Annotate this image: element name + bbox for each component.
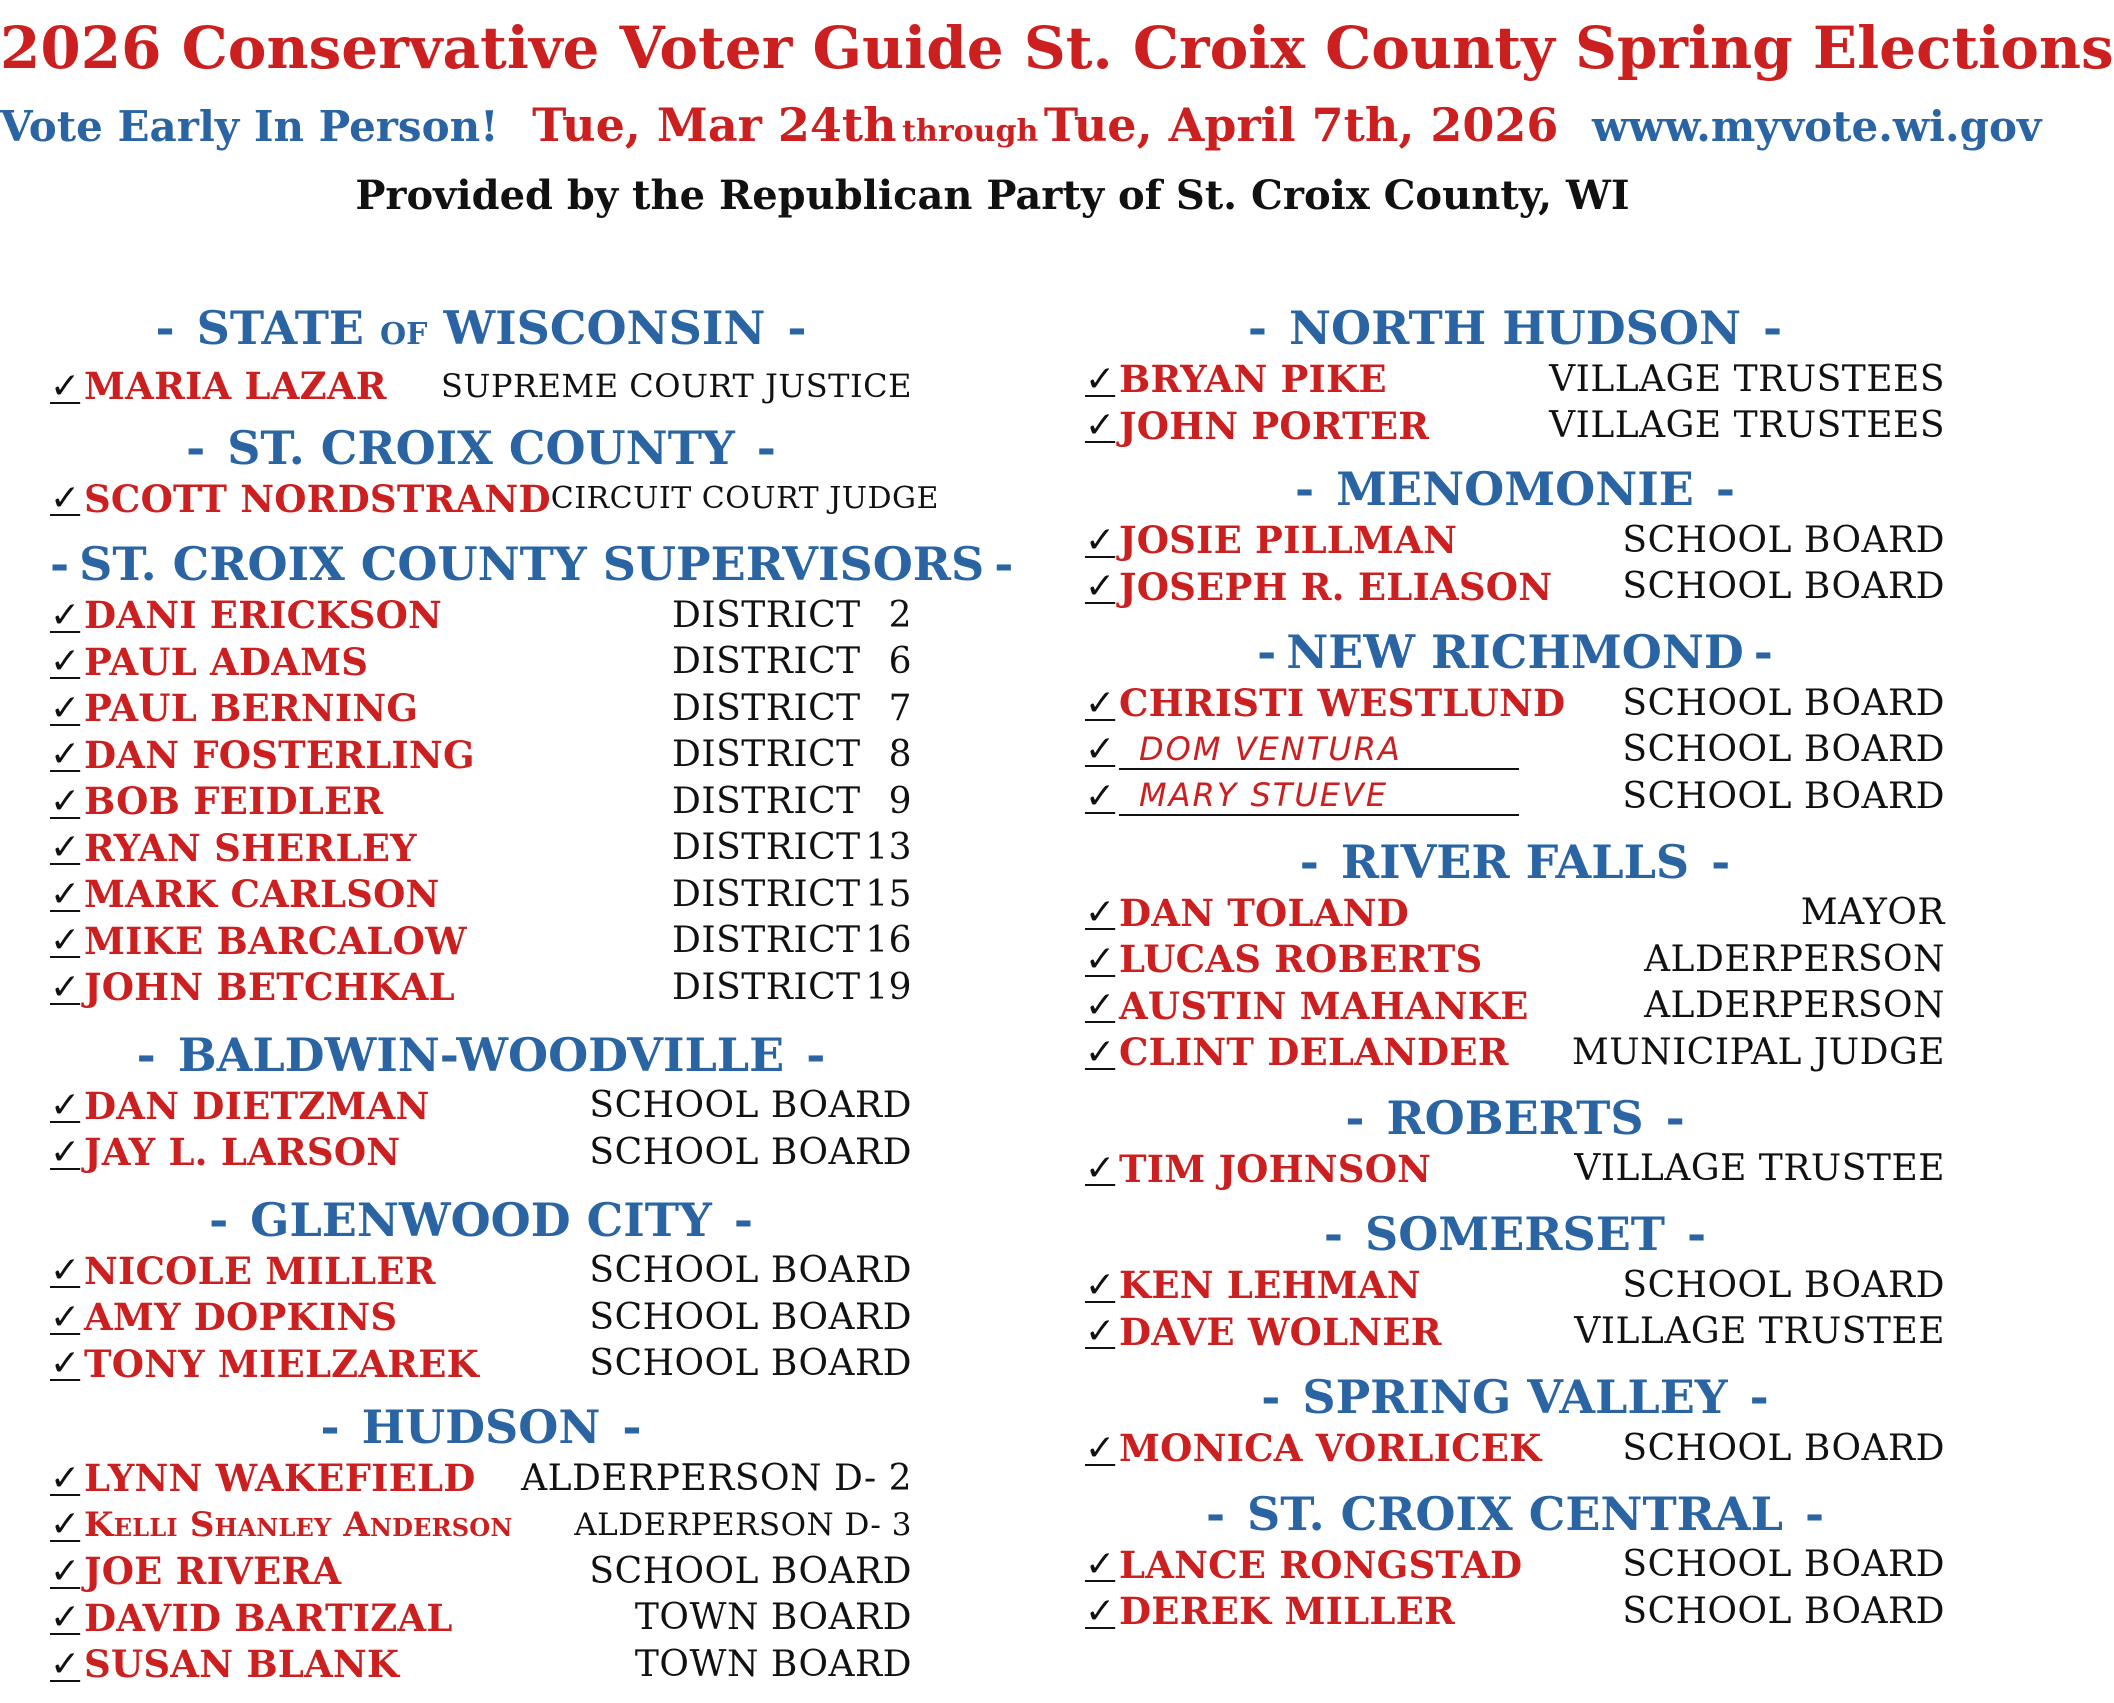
candidate-row xyxy=(1085,983,1945,1030)
office: ALDERPERSON D- 3 xyxy=(574,1506,912,1543)
check-icon: ✓ xyxy=(50,920,81,962)
section-title-text: NORTH HUDSON xyxy=(1288,301,1742,355)
title-dash: - xyxy=(50,537,70,591)
title-dash: - xyxy=(1295,462,1315,516)
check-icon: ✓ xyxy=(50,873,81,915)
section-title-text: ST. CROIX COUNTY xyxy=(227,420,735,475)
section-baldwin-woodville xyxy=(50,1027,912,1176)
section-title-text: BALDWIN-WOODVILLE xyxy=(177,1027,785,1082)
check-icon: ✓ xyxy=(1085,985,1116,1027)
candidate-cell xyxy=(1085,518,1457,562)
title-dash: - xyxy=(1763,301,1783,355)
check-icon: ✓ xyxy=(50,365,81,407)
check-icon: ✓ xyxy=(1085,1264,1116,1306)
candidate-row xyxy=(1085,1588,1945,1635)
candidate-row xyxy=(50,964,912,1011)
candidate-cell xyxy=(1085,565,1552,609)
check-icon: ✓ xyxy=(50,780,81,822)
candidate-row xyxy=(1085,727,1945,774)
candidate-name: JAY L. LARSON xyxy=(84,1130,401,1175)
title-dash: - xyxy=(806,1027,826,1082)
candidate-cell xyxy=(1085,1030,1509,1074)
candidate-row xyxy=(1085,773,1945,820)
office: CIRCUIT COURT JUDGE xyxy=(550,481,939,517)
section-title xyxy=(1085,1206,1945,1262)
title-dash: - xyxy=(622,1400,642,1454)
candidate-name: JOE RIVERA xyxy=(84,1549,342,1594)
vote-early-text: Vote Early In Person! xyxy=(0,102,499,151)
candidate-name: MARK CARLSON xyxy=(84,872,440,917)
title-dash: - xyxy=(1753,625,1773,679)
title-dash: - xyxy=(1715,462,1735,516)
candidate-cell xyxy=(50,733,475,777)
office-part: DISTRICT xyxy=(672,920,861,962)
candidate-cell xyxy=(50,872,440,916)
office: MAYOR xyxy=(1800,892,1945,934)
candidate-row xyxy=(50,639,912,686)
candidate-cell xyxy=(1085,729,1519,770)
candidate-cell xyxy=(1085,1263,1421,1307)
title-dash: - xyxy=(1804,1486,1825,1541)
section-title-text: ST. CROIX COUNTY SUPERVISORS xyxy=(79,537,985,591)
section-title-text: WISCONSIN xyxy=(443,301,766,355)
office: TOWN BOARD xyxy=(634,1643,912,1685)
candidate-name: DAN FOSTERLING xyxy=(84,732,475,777)
check-icon: ✓ xyxy=(1085,1148,1116,1190)
candidate-name: BRYAN PIKE xyxy=(1119,357,1387,402)
section-somerset xyxy=(1085,1206,1945,1355)
candidate-row xyxy=(1085,1309,1945,1356)
check-icon: ✓ xyxy=(1085,892,1116,934)
candidate-name: SUSAN BLANK xyxy=(84,1642,400,1687)
candidate-cell xyxy=(50,826,417,870)
candidate-cell xyxy=(50,640,368,684)
check-icon: ✓ xyxy=(50,734,81,776)
candidate-row xyxy=(50,1083,912,1130)
candidate-name: BOB FEIDLER xyxy=(84,779,384,824)
office: VILLAGE TRUSTEE xyxy=(1574,1148,1945,1190)
title-dash: - xyxy=(186,420,206,475)
candidate-row xyxy=(50,918,912,965)
candidate-row xyxy=(1085,1425,1945,1472)
section-title-text: GLENWOOD CITY xyxy=(250,1192,712,1247)
candidate-cell xyxy=(1085,1426,1542,1470)
check-icon: ✓ xyxy=(1085,1311,1116,1353)
office xyxy=(672,781,912,822)
office-part: 7 xyxy=(888,687,912,729)
candidate-row xyxy=(50,1455,912,1502)
check-icon: ✓ xyxy=(50,1085,81,1127)
check-icon: ✓ xyxy=(1085,729,1116,771)
candidate-name: JOSIE PILLMAN xyxy=(1119,518,1458,563)
check-icon: ✓ xyxy=(1085,682,1116,724)
candidate-cell xyxy=(50,1642,399,1686)
candidate-row xyxy=(1085,936,1945,983)
office: ALDERPERSON D- 2 xyxy=(521,1457,912,1499)
candidate-row xyxy=(50,685,912,732)
candidate-name: DAVID BARTIZAL xyxy=(84,1595,453,1640)
section-title-text: MENOMONIE xyxy=(1336,462,1694,516)
candidate-row xyxy=(50,732,912,779)
candidate-cell xyxy=(1085,776,1519,817)
candidate-name: DAN DIETZMAN xyxy=(84,1083,430,1128)
candidate-cell xyxy=(50,779,383,823)
section-title-text: HUDSON xyxy=(361,1400,601,1454)
office: SCHOOL BOARD xyxy=(1622,775,1945,817)
title-dash: - xyxy=(994,537,1014,591)
check-icon: ✓ xyxy=(50,1296,81,1338)
title-dash: - xyxy=(209,1192,229,1247)
candidate-row xyxy=(1085,1542,1945,1589)
candidate-cell xyxy=(50,1596,453,1640)
check-icon: ✓ xyxy=(1085,775,1116,817)
section-title xyxy=(50,300,912,363)
title-dash: - xyxy=(1711,834,1731,889)
candidate-cell xyxy=(50,686,418,730)
candidate-name: JOHN PORTER xyxy=(1119,403,1430,448)
office: VILLAGE TRUSTEES xyxy=(1549,405,1945,447)
section-title xyxy=(1085,1369,1945,1425)
office: SCHOOL BOARD xyxy=(589,1550,912,1592)
section-title xyxy=(1085,624,1945,680)
section-title-text: ROBERTS xyxy=(1386,1090,1644,1145)
candidate-name: DEREK MILLER xyxy=(1119,1589,1455,1634)
candidate-name: PAUL BERNING xyxy=(84,686,419,731)
title-dash: - xyxy=(1665,1090,1685,1145)
section-new-richmond xyxy=(1085,624,1945,820)
section-menomonie xyxy=(1085,461,1945,610)
candidate-name: DAVE WOLNER xyxy=(1119,1309,1442,1354)
office: SCHOOL BOARD xyxy=(589,1131,912,1173)
check-icon: ✓ xyxy=(1085,405,1116,447)
candidate-row xyxy=(1085,680,1945,727)
section-spring-valley xyxy=(1085,1369,1945,1472)
page-title: 2026 Conservative Voter Guide St. Croix County Spring Elections xyxy=(0,14,2114,82)
office xyxy=(672,641,912,682)
handwritten-candidate-name: MARY STUEVE xyxy=(1119,776,1519,816)
candidate-row xyxy=(50,363,912,410)
candidate-cell xyxy=(50,364,387,408)
candidate-row xyxy=(50,1502,912,1549)
candidate-row xyxy=(50,592,912,639)
title-dash: - xyxy=(1257,625,1277,679)
candidate-row xyxy=(50,825,912,872)
candidate-name: AMY DOPKINS xyxy=(84,1295,398,1340)
candidate-row xyxy=(50,1548,912,1595)
candidate-cell xyxy=(50,1130,400,1174)
left-column xyxy=(50,300,1014,1688)
office-part: 15 xyxy=(865,873,912,915)
candidate-row xyxy=(50,871,912,918)
office xyxy=(672,734,912,775)
check-icon: ✓ xyxy=(50,687,81,729)
candidate-cell xyxy=(1085,891,1409,935)
date-start: Tue, Mar 24th xyxy=(532,98,897,152)
title-dash: - xyxy=(1345,1090,1365,1145)
office: SCHOOL BOARD xyxy=(589,1296,912,1338)
section-title xyxy=(50,420,912,476)
title-dash: - xyxy=(787,301,807,355)
candidate-cell xyxy=(50,919,467,963)
check-icon: ✓ xyxy=(50,1504,81,1546)
section-title xyxy=(1085,1486,1945,1542)
office xyxy=(672,688,912,729)
title-dash: - xyxy=(1299,834,1319,889)
office: SUPREME COURT JUSTICE xyxy=(441,367,912,406)
office: SCHOOL BOARD xyxy=(1622,1264,1945,1306)
candidate-name: PAUL ADAMS xyxy=(84,639,369,684)
candidate-cell xyxy=(1085,937,1482,981)
candidate-cell xyxy=(50,965,455,1009)
office-part: DISTRICT xyxy=(672,594,861,636)
office: SCHOOL BOARD xyxy=(1622,1427,1945,1469)
section-title-text: STATE xyxy=(196,301,364,355)
candidate-name: AUSTIN MAHANKE xyxy=(1119,983,1529,1028)
check-icon: ✓ xyxy=(1085,1031,1116,1073)
candidate-row xyxy=(1085,1146,1945,1193)
candidate-row xyxy=(50,1294,912,1341)
section-title xyxy=(1085,461,1945,517)
candidate-name: TIM JOHNSON xyxy=(1119,1146,1432,1191)
check-icon: ✓ xyxy=(1085,566,1116,608)
candidate-name: MARIA LAZAR xyxy=(84,364,387,409)
check-icon: ✓ xyxy=(50,1643,81,1685)
right-column xyxy=(1085,300,1945,1635)
title-dash: - xyxy=(155,301,175,355)
office-part: 16 xyxy=(865,920,912,962)
candidate-name: RYAN SHERLEY xyxy=(84,825,417,870)
candidate-cell xyxy=(1085,357,1387,401)
candidate-cell xyxy=(1085,1543,1522,1587)
candidate-name: LYNN WAKEFIELD xyxy=(84,1456,476,1501)
candidate-name: Kelli Shanley Anderson xyxy=(84,1504,513,1545)
check-icon: ✓ xyxy=(50,1457,81,1499)
check-icon: ✓ xyxy=(1085,1544,1116,1586)
office xyxy=(672,827,912,868)
office: SCHOOL BOARD xyxy=(1622,729,1945,771)
candidate-name: MIKE BARCALOW xyxy=(84,918,467,963)
candidate-name: KEN LEHMAN xyxy=(1119,1263,1421,1308)
candidate-row xyxy=(1085,403,1945,450)
candidate-name: TONY MIELZAREK xyxy=(84,1341,479,1386)
candidate-cell xyxy=(50,1504,513,1545)
candidate-cell xyxy=(1085,1310,1442,1354)
office-part: 13 xyxy=(865,827,912,869)
candidate-name: CLINT DELANDER xyxy=(1119,1030,1509,1075)
candidate-cell xyxy=(50,1295,397,1339)
title-dash: - xyxy=(1261,1370,1281,1424)
section-title-text: NEW RICHMOND xyxy=(1286,625,1744,679)
candidate-cell xyxy=(1085,984,1529,1028)
check-icon: ✓ xyxy=(1085,1590,1116,1632)
candidate-cell xyxy=(50,1456,476,1500)
office-part: DISTRICT xyxy=(672,827,861,869)
candidate-cell xyxy=(50,1084,430,1128)
office: ALDERPERSON xyxy=(1644,938,1945,980)
section-title-text: ST. CROIX CENTRAL xyxy=(1247,1486,1783,1541)
candidate-row xyxy=(1085,517,1945,564)
candidate-row xyxy=(1085,890,1945,937)
check-icon: ✓ xyxy=(1085,938,1116,980)
office-part: DISTRICT xyxy=(672,873,861,915)
section-title xyxy=(50,1192,912,1248)
check-icon: ✓ xyxy=(50,1131,81,1173)
section-title xyxy=(1085,1090,1945,1146)
check-icon: ✓ xyxy=(50,594,81,636)
section-title-text: OF xyxy=(380,317,428,352)
candidate-name: CHRISTI WESTLUND xyxy=(1119,681,1566,726)
provided-by: Provided by the Republican Party of St. Croix County, WI xyxy=(355,172,1630,219)
candidate-row xyxy=(50,1129,912,1176)
office: VILLAGE TRUSTEE xyxy=(1574,1311,1945,1353)
candidate-name: JOSEPH R. ELIASON xyxy=(1119,564,1553,609)
check-icon: ✓ xyxy=(1085,1427,1116,1469)
office-part: DISTRICT xyxy=(672,734,861,776)
section-glenwood-city xyxy=(50,1192,912,1388)
office xyxy=(672,595,912,636)
office-part: 8 xyxy=(888,734,912,776)
title-dash: - xyxy=(756,420,776,475)
check-icon: ✓ xyxy=(50,1550,81,1592)
candidate-name: MONICA VORLICEK xyxy=(1119,1426,1542,1471)
office xyxy=(672,967,912,1008)
check-icon: ✓ xyxy=(50,966,81,1008)
candidate-row xyxy=(1085,356,1945,403)
title-dash: - xyxy=(136,1027,156,1082)
candidate-name: SCOTT NORDSTRAND xyxy=(84,476,551,521)
office: SCHOOL BOARD xyxy=(1622,1590,1945,1632)
check-icon: ✓ xyxy=(50,641,81,683)
handwritten-candidate-name: DOM VENTURA xyxy=(1119,730,1519,770)
title-dash: - xyxy=(1323,1207,1343,1261)
office-part: DISTRICT xyxy=(672,966,861,1008)
section-title-text: SPRING VALLEY xyxy=(1302,1370,1728,1424)
office: VILLAGE TRUSTEES xyxy=(1549,358,1945,400)
office-part: DISTRICT xyxy=(672,780,861,822)
office: SCHOOL BOARD xyxy=(589,1343,912,1385)
candidate-cell xyxy=(50,1249,436,1293)
section-supervisors xyxy=(50,536,1014,1011)
section-hudson xyxy=(50,1399,912,1688)
candidate-row xyxy=(1085,1262,1945,1309)
section-title xyxy=(50,536,1014,592)
office-part: 2 xyxy=(888,594,912,636)
candidate-name: DAN TOLAND xyxy=(1119,890,1409,935)
section-title xyxy=(50,1027,912,1083)
through-text: through xyxy=(902,114,1039,149)
title-dash: - xyxy=(320,1400,340,1454)
candidate-row xyxy=(50,1641,912,1688)
section-county xyxy=(50,420,939,523)
candidate-cell xyxy=(50,477,551,521)
section-title-text: SOMERSET xyxy=(1364,1207,1665,1261)
office: SCHOOL BOARD xyxy=(1622,519,1945,561)
section-st-croix-central xyxy=(1085,1486,1945,1635)
section-title-text: RIVER FALLS xyxy=(1340,834,1690,889)
office-part: 19 xyxy=(865,966,912,1008)
candidate-cell xyxy=(50,593,442,637)
title-dash: - xyxy=(1687,1207,1707,1261)
candidate-cell xyxy=(1085,1147,1431,1191)
office: SCHOOL BOARD xyxy=(1622,1544,1945,1586)
section-title xyxy=(1085,834,1945,890)
office: SCHOOL BOARD xyxy=(589,1250,912,1292)
candidate-row xyxy=(50,1341,912,1388)
candidate-name: LUCAS ROBERTS xyxy=(1119,937,1483,982)
candidate-cell xyxy=(1085,1589,1455,1633)
early-voting-line xyxy=(0,98,2042,152)
candidate-row xyxy=(1085,564,1945,611)
office: SCHOOL BOARD xyxy=(1622,682,1945,724)
website-link[interactable]: www.myvote.wi.gov xyxy=(1591,102,2042,151)
candidate-row xyxy=(1085,1029,1945,1076)
candidate-name: DANI ERICKSON xyxy=(84,593,443,638)
office xyxy=(672,920,912,961)
office: MUNICIPAL JUDGE xyxy=(1571,1031,1945,1073)
candidate-cell xyxy=(1085,681,1565,725)
office-part: 6 xyxy=(888,641,912,683)
office: ALDERPERSON xyxy=(1644,985,1945,1027)
office: TOWN BOARD xyxy=(634,1597,912,1639)
date-end: Tue, April 7th, 2026 xyxy=(1043,98,1559,152)
candidate-name: JOHN BETCHKAL xyxy=(84,965,455,1010)
office: SCHOOL BOARD xyxy=(1622,566,1945,608)
office: SCHOOL BOARD xyxy=(589,1085,912,1127)
candidate-cell xyxy=(50,1342,479,1386)
section-north-hudson xyxy=(1085,300,1945,449)
check-icon: ✓ xyxy=(50,478,81,520)
section-state xyxy=(50,300,912,410)
section-title xyxy=(1085,300,1945,356)
candidate-row xyxy=(50,1595,912,1642)
check-icon: ✓ xyxy=(50,827,81,869)
section-roberts xyxy=(1085,1090,1945,1193)
title-dash: - xyxy=(733,1192,753,1247)
office-part: DISTRICT xyxy=(672,687,861,729)
check-icon: ✓ xyxy=(1085,519,1116,561)
title-dash: - xyxy=(1205,1486,1226,1541)
office-part: 9 xyxy=(888,780,912,822)
candidate-row xyxy=(50,476,939,523)
check-icon: ✓ xyxy=(50,1597,81,1639)
section-title xyxy=(50,1399,912,1455)
candidate-cell xyxy=(50,1549,341,1593)
office-part: DISTRICT xyxy=(672,641,861,683)
candidate-row xyxy=(50,1248,912,1295)
check-icon: ✓ xyxy=(50,1343,81,1385)
office xyxy=(672,874,912,915)
candidate-name: NICOLE MILLER xyxy=(84,1248,436,1293)
check-icon: ✓ xyxy=(50,1250,81,1292)
candidate-name: LANCE RONGSTAD xyxy=(1119,1542,1523,1587)
candidate-cell xyxy=(1085,404,1429,448)
section-river-falls xyxy=(1085,834,1945,1076)
check-icon: ✓ xyxy=(1085,358,1116,400)
title-dash: - xyxy=(1749,1370,1769,1424)
title-dash: - xyxy=(1247,301,1267,355)
candidate-row xyxy=(50,778,912,825)
